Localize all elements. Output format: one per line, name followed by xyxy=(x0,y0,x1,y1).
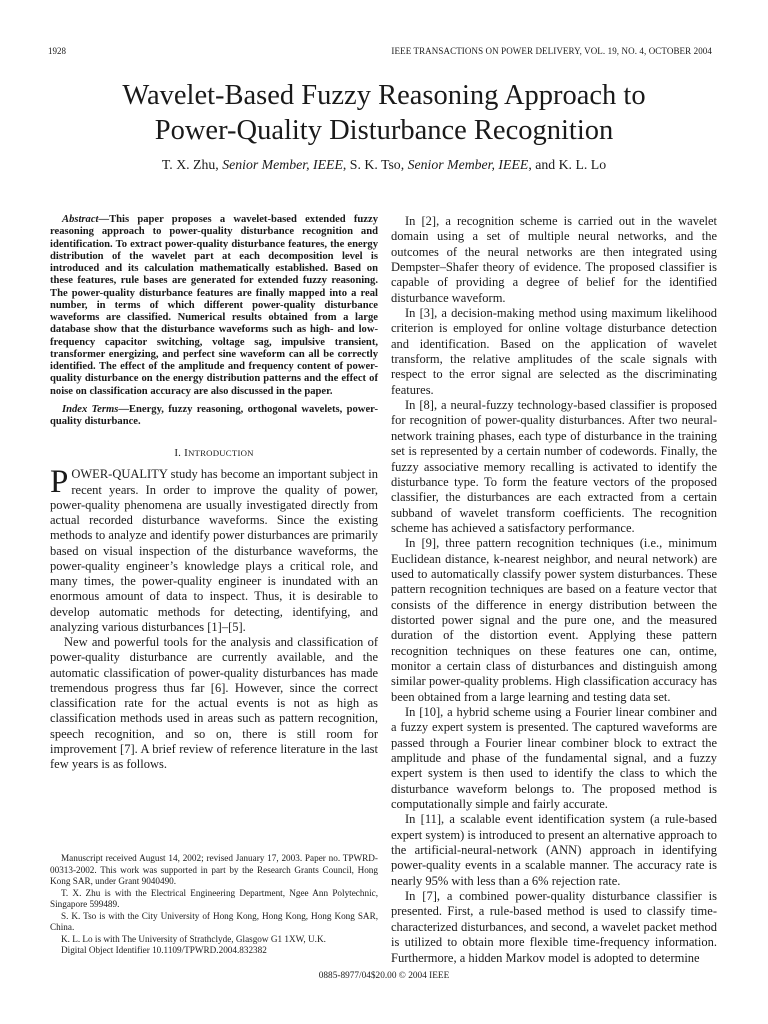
abstract-label: Abstract xyxy=(62,214,99,225)
journal-header: IEEE TRANSACTIONS ON POWER DELIVERY, VOL. 19, NO. 4, OCTOBER 2004 xyxy=(391,46,712,56)
section-numeral: I. xyxy=(174,447,185,460)
footnote-author-2: S. K. Tso is with the City University of Hong Kong, Hong Kong, Hong Kong SAR, China. xyxy=(50,910,378,932)
intro-paragraph-1-text: OWER-QUALITY study has become an important subject in recent years. In order to improve the quality of power, power-quality phenomena are usually investigated directly from actual recorded disturbance waveforms. Since the existing methods to analyze and identify power disturbances are primarily based on visual inspection of the disturbance waveforms, the power-quality engineer’s knowledge plays a critical role, and many times, the power-quality engineer is inundated with an enormous amount of data to inspect. Thus, it is desirable to develop automatic methods for detecting, identifying, and analyzing various disturbances [1]–[5]. xyxy=(50,467,378,634)
right-column xyxy=(391,214,717,966)
right-paragraph-6: In [11], a scalable event identification system (a rule-based expert system) is introduced to present an alternative approach to the artificial-neural-network (ANN) approach in identifying power-quality events in a scalable manner. The accuracy rate is nearly 95% with less than a 6% rejection rate. xyxy=(391,812,717,888)
index-terms-text: —Energy, fuzzy reasoning, orthogonal wavelets, power-quality disturbance. xyxy=(50,403,378,427)
page-number: 1928 xyxy=(48,46,66,56)
footnotes xyxy=(50,853,378,957)
right-paragraph-2: In [3], a decision-making method using maximum likelihood criterion is employed for online voltage disturbance detection and identification. Based on the application of wavelet transform, the relative amplitudes of the scale signals with respect to the error signal are selected as the discriminating features. xyxy=(391,306,717,397)
left-column xyxy=(50,214,378,772)
title-line-1: Wavelet-Based Fuzzy Reasoning Approach to xyxy=(122,80,646,111)
title-line-2: Power-Quality Disturbance Recognition xyxy=(154,115,614,146)
footnote-manuscript: Manuscript received August 14, 2002; revised January 17, 2003. Paper no. TPWRD-00313-2002. This work was supported in part by the Research Grants Council, Hong Kong SAR, under Grant 9040490. xyxy=(50,853,378,886)
section-heading-introduction xyxy=(50,447,378,459)
index-terms-label: Index Terms xyxy=(62,403,119,415)
footnote-author-1: T. X. Zhu is with the Electrical Engineering Department, Ngee Ann Polytechnic, Singapore 599489. xyxy=(50,887,378,909)
right-paragraph-3: In [8], a neural-fuzzy technology-based classifier is proposed for recognition of power-quality disturbances. After two neural-network training phases, each type of disturbance in the training set is represented by a certain number of codewords. Finally, the fuzzy associative memory recalling is activated to identify the disturbance type. To form the feature vectors of the proposed classifier, the disturbances are each extracted from a certain subband of wavelet transform coefficients. The recognition scheme has achieved a satisfactory performance. xyxy=(391,398,717,535)
intro-paragraph-1 xyxy=(50,464,378,635)
section-initial: I xyxy=(184,447,188,460)
abstract-text: —This paper proposes a wavelet-based extended fuzzy reasoning approach to power-quality disturbance recognition and identification. To extract power-quality disturbance features, the energy distribution of the wavelet part at each decomposition level is introduced and its calculation mathematically established. Based on these features, rule bases are generated for extended fuzzy reasoning. The power-quality disturbance features are finally mapped into a real number, in terms of which different power-quality disturbance waveforms are classified. Numerical results obtained from a large database show that the disturbance waveforms such as high- and low-frequency capacitor switching, voltage sag, impulsive transient, transformer energizing, and perfect sine waveform can all be correctly identified. The effect of the amplitude and frequency content of power-quality disturbance on the energy distribution patterns and the effect of noise on classification accuracy are also discussed in the paper. xyxy=(50,214,378,397)
author-list xyxy=(40,157,728,173)
right-paragraph-1: In [2], a recognition scheme is carried out in the wavelet domain using a set of multiple neural networks, and the outcomes of the neural networks are then integrated using Dempster–Shafer theory of evidence. The proposed classifier is capable of providing a degree of belief for the identified disturbance waveform. xyxy=(391,214,717,305)
author-2-title: Senior Member, IEEE xyxy=(407,157,529,172)
footnote-doi: Digital Object Identifier 10.1109/TPWRD.2004.832382 xyxy=(61,945,267,955)
right-paragraph-7: In [7], a combined power-quality disturbance classifier is presented. First, a rule-based method is used to classify time-characterized disturbances, and second, a wavelet packet method is utilized to obtain more flexible time-frequency information. Furthermore, a hidden Markov model is adopted to determine xyxy=(391,889,717,965)
author-3-name: , and K. L. Lo xyxy=(528,157,607,172)
author-1-name: T. X. Zhu, xyxy=(161,157,223,172)
section-title-rest: NTRODUCTION xyxy=(187,448,254,459)
copyright-line: 0885-8977/04$20.00 © 2004 IEEE xyxy=(318,971,450,981)
author-1-title: Senior Member, IEEE xyxy=(222,157,343,172)
drop-cap: P xyxy=(50,464,69,501)
abstract xyxy=(50,214,378,398)
footnote-author-3: K. L. Lo is with The University of Strathclyde, Glasgow G1 1XW, U.K. xyxy=(61,933,326,944)
author-2-name: , S. K. Tso, xyxy=(342,157,408,172)
right-paragraph-4: In [9], three pattern recognition techniques (i.e., minimum Euclidean distance, k-nearest neighbor, and neural network) are used to automatically classify power system disturbances. These pattern recognition techniques are based on a feature vector that consists of the difference in energy distribution between the distorted power signal and the pure one, and the measured duration of the distortion event. Applying these pattern recognition techniques on these features one can, ontime, monitor a certain class of disturbances and distinguish among similar power-quality problems. High classification accuracy has been obtained from a large learning and testing data set. xyxy=(391,536,717,704)
paper-title xyxy=(40,78,728,148)
intro-paragraph-2: New and powerful tools for the analysis and classification of power-quality disturbance are currently available, and the automatic classification of power-quality disturbances has made tremendous progress thus far [6]. However, since the correct classification rate for the actual events is not as high as classification methods used in areas such as pattern recognition, speech recognition, and so on, there is still room for improvement [7]. A brief review of reference literature in the last few years is as follows. xyxy=(50,635,378,771)
right-paragraph-5: In [10], a hybrid scheme using a Fourier linear combiner and a fuzzy expert system is presented. The captured waveforms are passed through a Fourier linear combiner block to extract the amplitude and phase of the fundamental signal, and a fuzzy expert system is then used to identify the class to which the disturbance waveform belongs to. The proposed method is computationally simple and fairly accurate. xyxy=(391,705,717,812)
index-terms xyxy=(50,404,378,429)
